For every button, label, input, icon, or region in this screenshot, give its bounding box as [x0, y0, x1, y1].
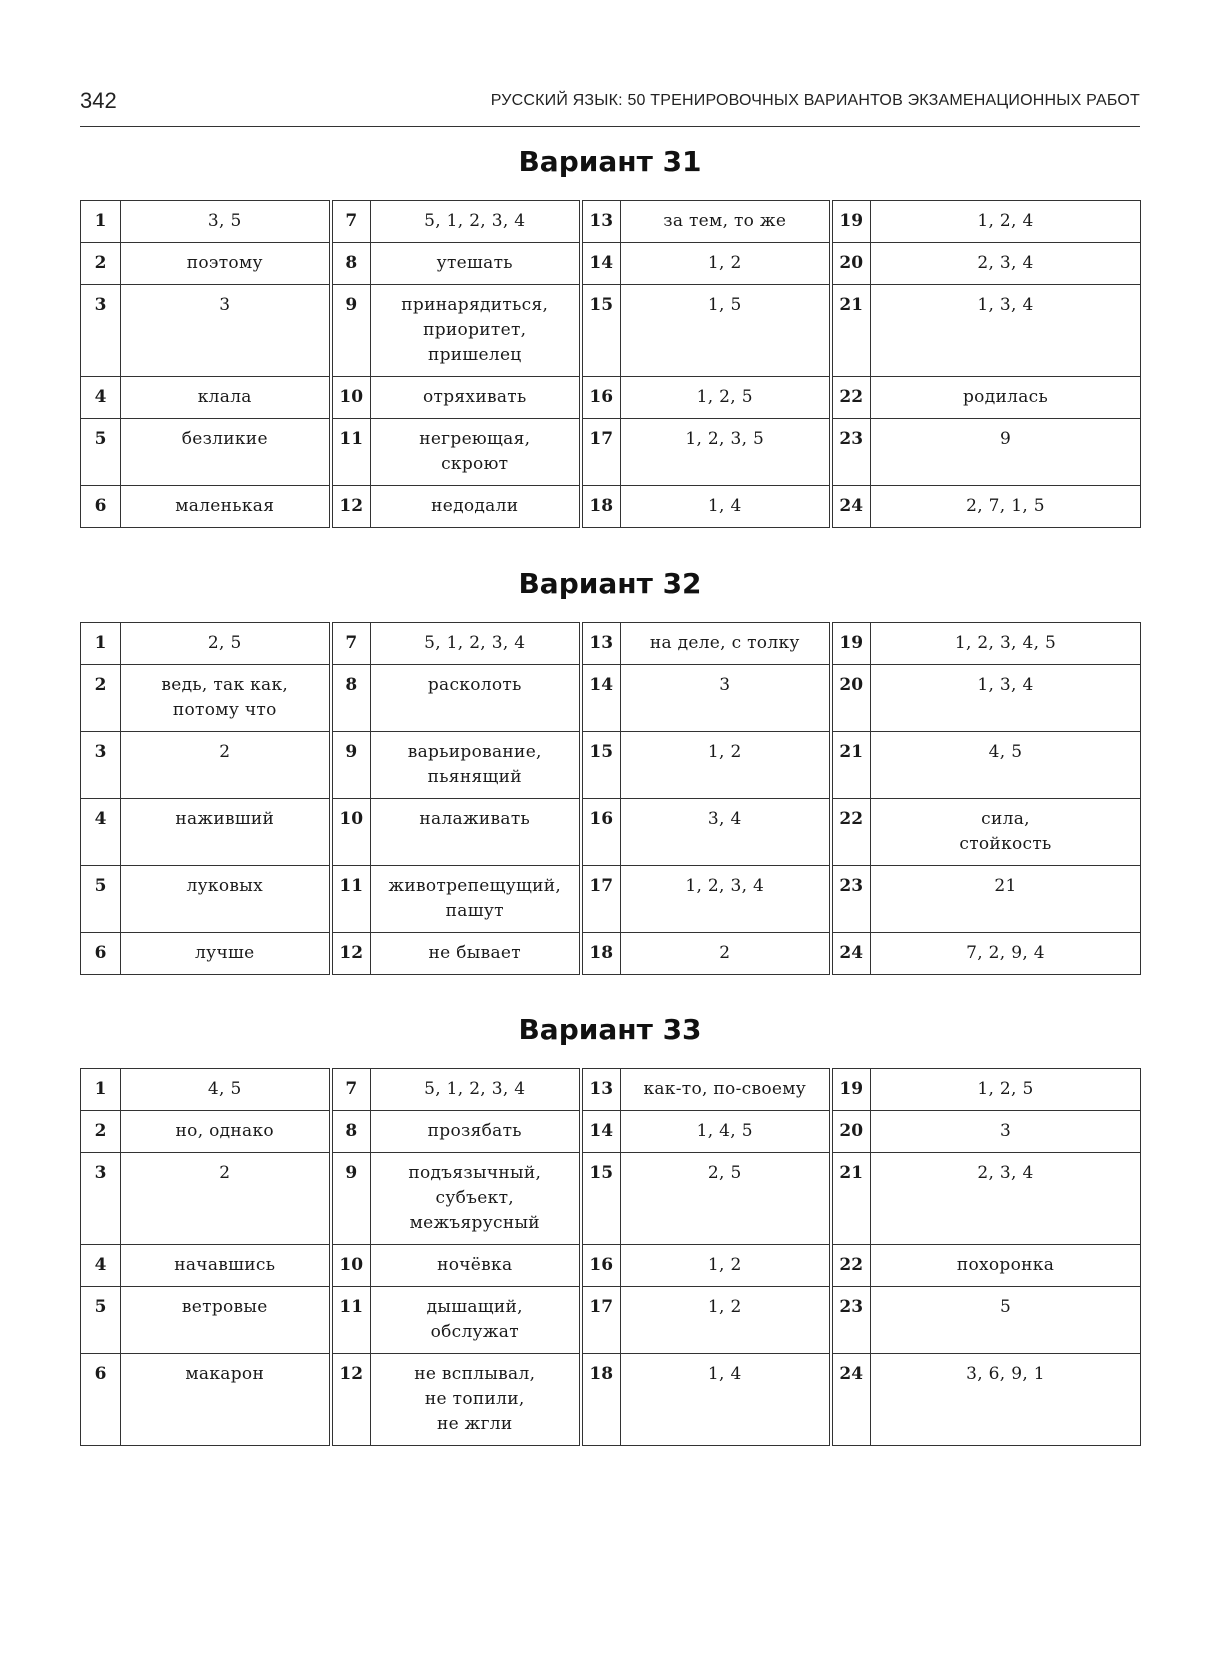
answer-cell: безликие	[121, 419, 331, 486]
answer-cell: ветровые	[121, 1287, 331, 1354]
answer-cell: похоронка	[871, 1245, 1141, 1287]
task-number: 24	[831, 1354, 871, 1446]
answer-cell: макарон	[121, 1354, 331, 1446]
task-number: 15	[581, 1153, 621, 1245]
task-number: 14	[581, 665, 621, 732]
task-number: 22	[831, 799, 871, 866]
answer-cell: 7, 2, 9, 4	[871, 933, 1141, 975]
variant-title: Вариант 32	[518, 567, 702, 600]
answer-cell: но, однако	[121, 1111, 331, 1153]
task-number: 7	[331, 1069, 371, 1111]
table-row	[81, 377, 1141, 419]
task-number: 4	[81, 377, 121, 419]
answer-cell: 2	[121, 1153, 331, 1245]
answer-cell: подъязычный, субъект, межъярусный	[371, 1153, 581, 1245]
table-row	[81, 623, 1141, 665]
task-number: 12	[331, 933, 371, 975]
answer-cell: 1, 2, 3, 4	[621, 866, 831, 933]
answer-cell: варьирование, пьянящий	[371, 732, 581, 799]
answer-cell: 1, 2, 4	[871, 201, 1141, 243]
task-number: 4	[81, 1245, 121, 1287]
task-number: 17	[581, 1287, 621, 1354]
answer-cell: 5, 1, 2, 3, 4	[371, 623, 581, 665]
task-number: 5	[81, 1287, 121, 1354]
task-number: 15	[581, 285, 621, 377]
variant-title: Вариант 33	[518, 1013, 702, 1046]
answer-cell: как-то, по-своему	[621, 1069, 831, 1111]
answer-cell: 3, 5	[121, 201, 331, 243]
answer-cell: 2, 5	[621, 1153, 831, 1245]
task-number: 10	[331, 377, 371, 419]
answer-cell: прозябать	[371, 1111, 581, 1153]
table-row	[81, 1153, 1141, 1245]
answer-cell: 5, 1, 2, 3, 4	[371, 1069, 581, 1111]
answer-table	[80, 1068, 1141, 1446]
answer-cell: 3	[871, 1111, 1141, 1153]
answer-cell: 5	[871, 1287, 1141, 1354]
task-number: 8	[331, 1111, 371, 1153]
task-number: 1	[81, 1069, 121, 1111]
answer-cell: 1, 2, 3, 4, 5	[871, 623, 1141, 665]
task-number: 10	[331, 799, 371, 866]
answer-cell: 4, 5	[121, 1069, 331, 1111]
table-row	[81, 285, 1141, 377]
table-row	[81, 243, 1141, 285]
page-header	[80, 84, 1140, 127]
task-number: 13	[581, 201, 621, 243]
table-row	[81, 1111, 1141, 1153]
task-number: 2	[81, 1111, 121, 1153]
answer-cell: 1, 3, 4	[871, 665, 1141, 732]
task-number: 8	[331, 243, 371, 285]
task-number: 11	[331, 419, 371, 486]
answer-cell: лучше	[121, 933, 331, 975]
task-number: 14	[581, 1111, 621, 1153]
answer-cell: 21	[871, 866, 1141, 933]
answer-cell: 1, 2	[621, 1287, 831, 1354]
table-row	[81, 799, 1141, 866]
task-number: 23	[831, 419, 871, 486]
answer-cell: сила, стойкость	[871, 799, 1141, 866]
task-number: 13	[581, 623, 621, 665]
running-title: РУССКИЙ ЯЗЫК: 50 ТРЕНИРОВОЧНЫХ ВАРИАНТОВ ЭКЗАМЕНАЦИОННЫХ РАБОТ	[490, 92, 1140, 109]
answer-table	[80, 200, 1141, 528]
answer-cell: 2	[121, 732, 331, 799]
answer-cell: ночёвка	[371, 1245, 581, 1287]
answer-cell: ведь, так как, потому что	[121, 665, 331, 732]
answer-cell: 3	[621, 665, 831, 732]
variant-32	[80, 562, 1140, 975]
answer-cell: 2, 3, 4	[871, 1153, 1141, 1245]
answer-cell: негреющая, скроют	[371, 419, 581, 486]
task-number: 5	[81, 866, 121, 933]
task-number: 3	[81, 732, 121, 799]
answer-cell: отряхивать	[371, 377, 581, 419]
answer-cell: луковых	[121, 866, 331, 933]
answer-cell: 1, 2, 3, 5	[621, 419, 831, 486]
table-row	[81, 1069, 1141, 1111]
task-number: 9	[331, 1153, 371, 1245]
answer-cell: 4, 5	[871, 732, 1141, 799]
table-row	[81, 486, 1141, 528]
answer-cell: 1, 2	[621, 732, 831, 799]
answer-cell: 3	[121, 285, 331, 377]
answer-cell: 1, 4	[621, 1354, 831, 1446]
variant-31	[80, 140, 1140, 528]
answer-cell: дышащий, обслужат	[371, 1287, 581, 1354]
answer-cell: наживший	[121, 799, 331, 866]
task-number: 14	[581, 243, 621, 285]
task-number: 21	[831, 1153, 871, 1245]
task-number: 22	[831, 377, 871, 419]
answer-cell: 2, 5	[121, 623, 331, 665]
task-number: 7	[331, 201, 371, 243]
task-number: 1	[81, 201, 121, 243]
task-number: 4	[81, 799, 121, 866]
answer-cell: 2, 3, 4	[871, 243, 1141, 285]
task-number: 18	[581, 486, 621, 528]
task-number: 11	[331, 1287, 371, 1354]
task-number: 3	[81, 285, 121, 377]
task-number: 9	[331, 285, 371, 377]
table-row	[81, 732, 1141, 799]
answer-cell: клала	[121, 377, 331, 419]
answer-cell: расколоть	[371, 665, 581, 732]
task-number: 16	[581, 1245, 621, 1287]
answer-cell: 9	[871, 419, 1141, 486]
answer-cell: принарядиться, приоритет, пришелец	[371, 285, 581, 377]
answer-cell: родилась	[871, 377, 1141, 419]
task-number: 7	[331, 623, 371, 665]
task-number: 12	[331, 1354, 371, 1446]
task-number: 19	[831, 201, 871, 243]
answer-cell: 3, 6, 9, 1	[871, 1354, 1141, 1446]
table-row	[81, 201, 1141, 243]
variant-title: Вариант 31	[518, 145, 702, 178]
task-number: 2	[81, 243, 121, 285]
answer-cell: налаживать	[371, 799, 581, 866]
task-number: 21	[831, 732, 871, 799]
answer-cell: не всплывал, не топили, не жгли	[371, 1354, 581, 1446]
task-number: 2	[81, 665, 121, 732]
task-number: 15	[581, 732, 621, 799]
answer-cell: 1, 2	[621, 1245, 831, 1287]
answer-cell: на деле, с толку	[621, 623, 831, 665]
task-number: 23	[831, 866, 871, 933]
answer-cell: 1, 3, 4	[871, 285, 1141, 377]
task-number: 10	[331, 1245, 371, 1287]
task-number: 11	[331, 866, 371, 933]
answer-cell: животрепещущий, пашут	[371, 866, 581, 933]
task-number: 6	[81, 486, 121, 528]
task-number: 1	[81, 623, 121, 665]
task-number: 17	[581, 866, 621, 933]
task-number: 13	[581, 1069, 621, 1111]
task-number: 19	[831, 1069, 871, 1111]
task-number: 18	[581, 933, 621, 975]
answer-cell: начавшись	[121, 1245, 331, 1287]
task-number: 12	[331, 486, 371, 528]
task-number: 16	[581, 799, 621, 866]
table-row	[81, 665, 1141, 732]
answer-cell: поэтому	[121, 243, 331, 285]
task-number: 19	[831, 623, 871, 665]
answer-cell: 2	[621, 933, 831, 975]
answer-cell: 1, 4	[621, 486, 831, 528]
task-number: 24	[831, 486, 871, 528]
answer-cell: 3, 4	[621, 799, 831, 866]
task-number: 5	[81, 419, 121, 486]
task-number: 18	[581, 1354, 621, 1446]
answer-cell: 1, 4, 5	[621, 1111, 831, 1153]
task-number: 17	[581, 419, 621, 486]
variant-33	[80, 1008, 1140, 1446]
answer-cell: 5, 1, 2, 3, 4	[371, 201, 581, 243]
task-number: 20	[831, 1111, 871, 1153]
task-number: 3	[81, 1153, 121, 1245]
answer-cell: недодали	[371, 486, 581, 528]
task-number: 23	[831, 1287, 871, 1354]
answer-cell: не бывает	[371, 933, 581, 975]
answer-cell: за тем, то же	[621, 201, 831, 243]
task-number: 20	[831, 243, 871, 285]
task-number: 9	[331, 732, 371, 799]
answer-cell: 2, 7, 1, 5	[871, 486, 1141, 528]
table-row	[81, 866, 1141, 933]
table-row	[81, 1245, 1141, 1287]
page-number: 342	[80, 88, 117, 113]
answer-cell: 1, 5	[621, 285, 831, 377]
task-number: 20	[831, 665, 871, 732]
table-row	[81, 419, 1141, 486]
answer-cell: 1, 2	[621, 243, 831, 285]
answer-cell: маленькая	[121, 486, 331, 528]
task-number: 21	[831, 285, 871, 377]
task-number: 8	[331, 665, 371, 732]
answer-cell: 1, 2, 5	[621, 377, 831, 419]
table-row	[81, 933, 1141, 975]
answer-table	[80, 622, 1141, 975]
task-number: 22	[831, 1245, 871, 1287]
task-number: 6	[81, 1354, 121, 1446]
task-number: 24	[831, 933, 871, 975]
task-number: 6	[81, 933, 121, 975]
answer-cell: утешать	[371, 243, 581, 285]
table-row	[81, 1354, 1141, 1446]
answer-cell: 1, 2, 5	[871, 1069, 1141, 1111]
task-number: 16	[581, 377, 621, 419]
table-row	[81, 1287, 1141, 1354]
